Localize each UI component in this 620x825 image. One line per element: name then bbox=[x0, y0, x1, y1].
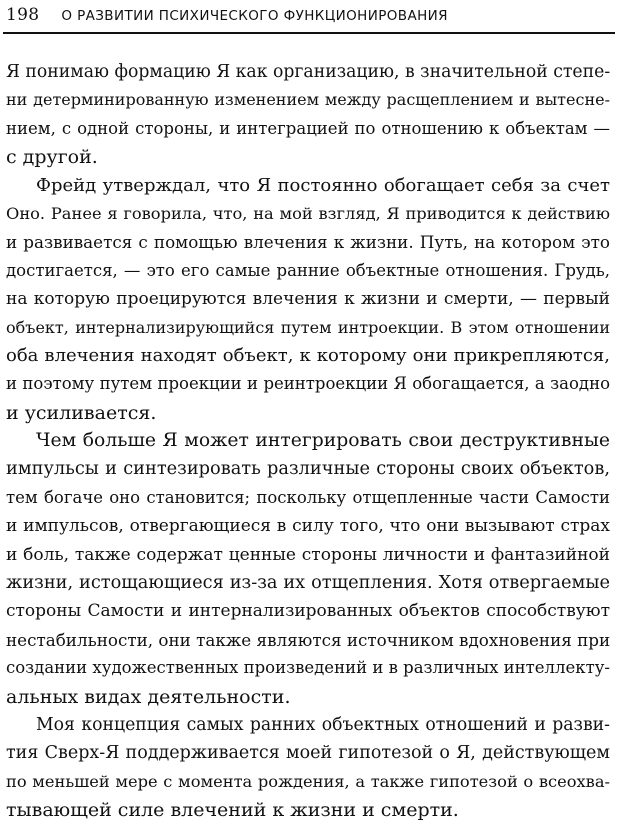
text-line: Я понимаю формацию Я как организацию, в значительной степе- bbox=[6, 62, 610, 82]
text-line: создании художественных произведений и в различных интеллекту- bbox=[6, 658, 610, 678]
text-line: стороны Самости и интернализированных объектов способствуют bbox=[6, 601, 610, 622]
text-line: с другой. bbox=[6, 146, 98, 169]
text-line: Фрейд утверждал, что Я постоянно обогащает себя за счет bbox=[36, 174, 610, 196]
text-line: Оно. Ранее я говорила, что, на мой взгляд, Я приводится к действию bbox=[6, 203, 610, 223]
text-line: ни детерминированную изменением между расщеплением и вытесне- bbox=[6, 90, 610, 110]
text-line: достигается, — это его самые ранние объектные отношения. Грудь, bbox=[6, 260, 610, 280]
text-line: и поэтому путем проекции и реинтроекции Я обогащается, а заодно bbox=[6, 374, 610, 394]
text-line: альных видах деятельности. bbox=[6, 685, 291, 708]
text-line: оба влечения находят объект, к которому они прикрепляются, bbox=[6, 344, 610, 366]
page-header bbox=[6, 5, 610, 31]
text-line: и боль, также содержат ценные стороны личности и фантазийной bbox=[6, 544, 610, 565]
body-text bbox=[6, 58, 610, 825]
text-line: Моя концепция самых ранних объектных отношений и разви- bbox=[36, 714, 610, 735]
text-line: объект, интернализирующийся путем интроекции. В этом отношении bbox=[6, 317, 610, 337]
text-line: по меньшей мере с момента рождения, а также гипотезой о всеохва- bbox=[6, 771, 610, 791]
page-number: 198 bbox=[6, 5, 40, 25]
text-line: Чем больше Я может интегрировать свои деструктивные bbox=[36, 430, 610, 452]
running-head: О РАЗВИТИИ ПСИХИЧЕСКОГО ФУНКЦИОНИРОВАНИЯ bbox=[61, 8, 448, 24]
text-line: нестабильности, они также являются источником вдохновения при bbox=[6, 629, 610, 650]
text-line: жизни, истощающиеся из-за их отщепления. Хотя отвергаемые bbox=[6, 573, 610, 594]
text-line: и развивается с помощью влечения к жизни. Путь, на котором это bbox=[6, 232, 610, 253]
text-line: тия Сверх-Я поддерживается моей гипотезой о Я, действующем bbox=[6, 743, 610, 764]
text-line: и усиливается. bbox=[6, 401, 157, 424]
text-line: нием, с одной стороны, и интеграцией по отношению к объектам — bbox=[6, 118, 610, 138]
text-line: тывающей силе влечений к жизни и смерти. bbox=[6, 799, 459, 822]
text-line: на которую проецируются влечения к жизни и смерти, — первый bbox=[6, 289, 610, 310]
text-line: импульсы и синтезировать различные стороны своих объектов, bbox=[6, 459, 610, 480]
header-rule bbox=[3, 32, 615, 34]
text-line: и импульсов, отвергающиеся в силу того, что они вызывают страх bbox=[6, 516, 610, 537]
text-line: тем богаче оно становится; поскольку отщепленные части Самости bbox=[6, 487, 610, 507]
